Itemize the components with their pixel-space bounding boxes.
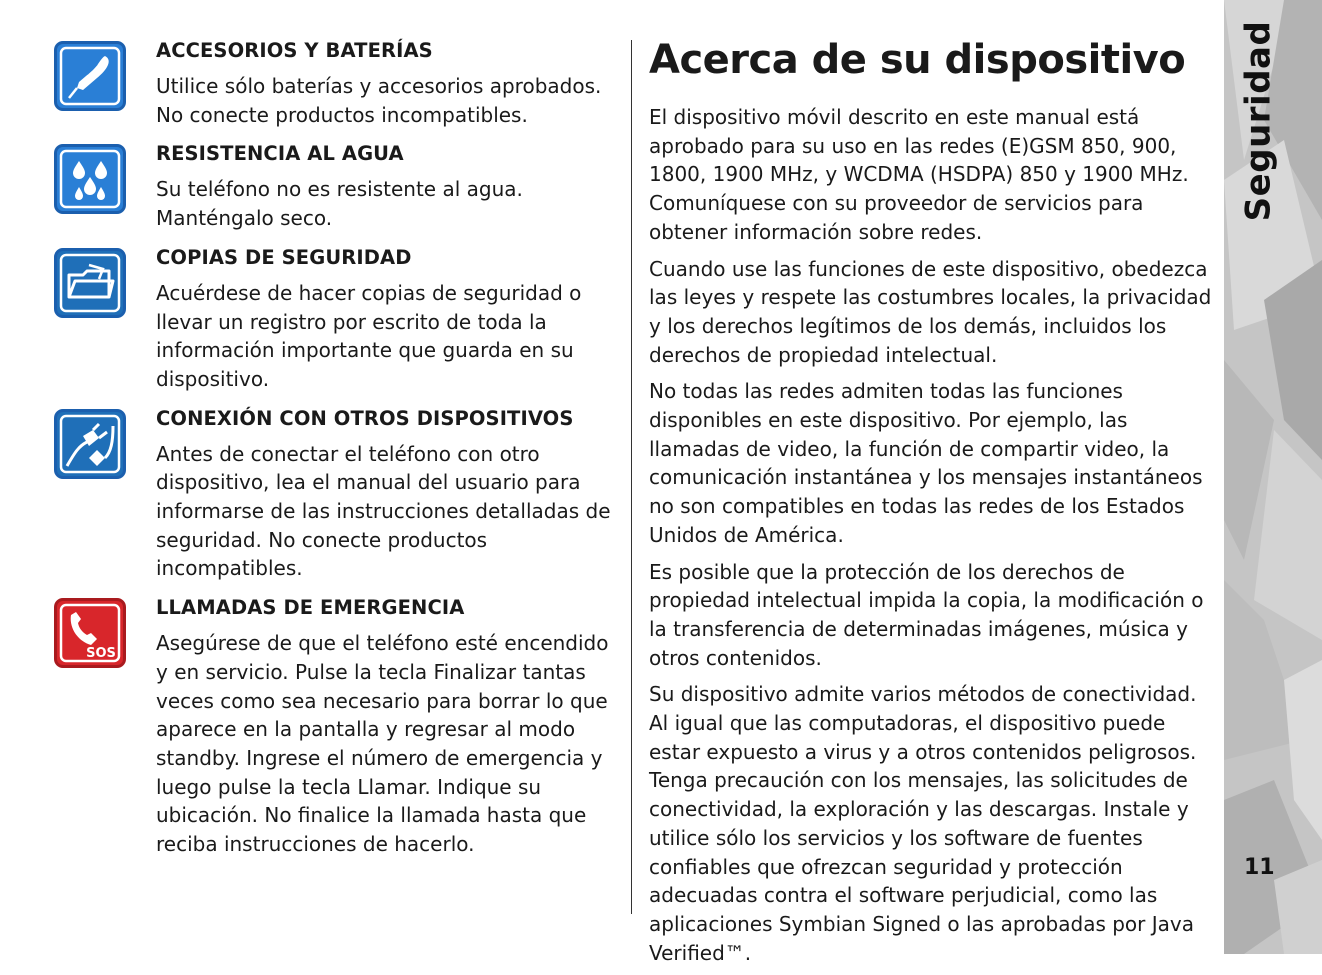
section-heading: COPIAS DE SEGURIDAD: [156, 245, 412, 269]
paragraph: Cuando use las funciones de este dispositivo, obedezca las leyes y respete las costumbres locales, la privacidad y los derechos legítimos de los demás, incluidos los derechos de propiedad intelectual.: [649, 256, 1212, 367]
section-body: Antes de conectar el teléfono con otro dispositivo, lea el manual del usuario para informarse de las instrucciones detalladas de seguridad. No conecte productos incompatibles.: [156, 441, 611, 581]
folder-icon: [54, 248, 126, 318]
section-body: Asegúrese de que el teléfono esté encendido y en servicio. Pulse la tecla Finalizar tantas veces como sea necesario para borrar lo que aparece en la pantalla y regresar al modo standby. Ingrese el número de emergencia y luego pulse la tecla Llamar. Indique su ubicación. No finalice la llamada hasta que reciba instrucciones de hacerlo.: [156, 631, 609, 857]
paragraph: Es posible que la protección de los derechos de propiedad intelectual impida la copia, la modificación o la transferencia de determinadas imágenes, música y otros contenidos.: [649, 559, 1204, 670]
page-title: Acerca de su dispositivo: [649, 37, 1186, 83]
chapter-tab: [1236, 20, 1280, 221]
section-body: Utilice sólo baterías y accesorios aprobados. No conecte productos incompatibles.: [156, 74, 602, 127]
section-heading: LLAMADAS DE EMERGENCIA: [156, 596, 465, 620]
section-heading: ACCESORIOS Y BATERÍAS: [156, 39, 433, 62]
main-content: [649, 34, 1215, 975]
plug-pen-icon: [54, 41, 126, 111]
section-heading: CONEXIÓN CON OTROS DISPOSITIVOS: [156, 406, 574, 430]
chapter-tab-label: Seguridad: [1238, 20, 1279, 221]
safety-item-emergency: [54, 595, 619, 859]
paragraph: El dispositivo móvil descrito en este manual está aprobado para su uso en las redes (E)GSM 850, 900, 1800, 1900 MHz, y WCDMA (HSDPA) 850 y 1900 MHz. Comuníquese con su proveedor de servicios para obtener información sobre redes.: [649, 105, 1189, 244]
section-body: Acuérdese de hacer copias de seguridad o llevar un registro por escrito de toda la información importante que guarda en su dispositivo.: [156, 280, 582, 391]
safety-item-accessories: [54, 38, 619, 129]
paragraph: Su dispositivo admite varios métodos de conectividad. Al igual que las computadoras, el dispositivo puede estar expuesto a virus y a otros contenidos peligrosos. Tenga precaución con los mensajes, las solicitudes de conectividad, la exploración y las descargas. Instale y utilice sólo los servicios y los software de fuentes confiables que ofrezcan seguridad y protección adecuadas contra el software perjudicial, como las aplicaciones Symbian Signed o las aprobadas por Java Verified™.: [649, 682, 1197, 965]
column-divider: [631, 40, 632, 914]
section-body: Su teléfono no es resistente al agua. Manténgalo seco.: [156, 177, 523, 231]
safety-item-backups: [54, 245, 619, 394]
sos-text: SOS: [86, 646, 116, 662]
safety-item-water: [54, 141, 619, 232]
safety-item-connection: [54, 406, 619, 584]
water-drops-icon: [54, 144, 126, 214]
section-heading: RESISTENCIA AL AGUA: [156, 142, 404, 166]
emergency-phone-icon: [54, 598, 126, 668]
cable-connector-icon: [54, 409, 126, 479]
safety-list: [54, 38, 619, 859]
paragraph: No todas las redes admiten todas las funciones disponibles en este dispositivo. Por ejemplo, las llamadas de video, la función de compartir video, la comunicación instantánea y los mensajes instantáneos no son compatibles en todas las redes de los Estados Unidos de América.: [649, 379, 1203, 547]
page-number: 11: [1244, 855, 1275, 880]
